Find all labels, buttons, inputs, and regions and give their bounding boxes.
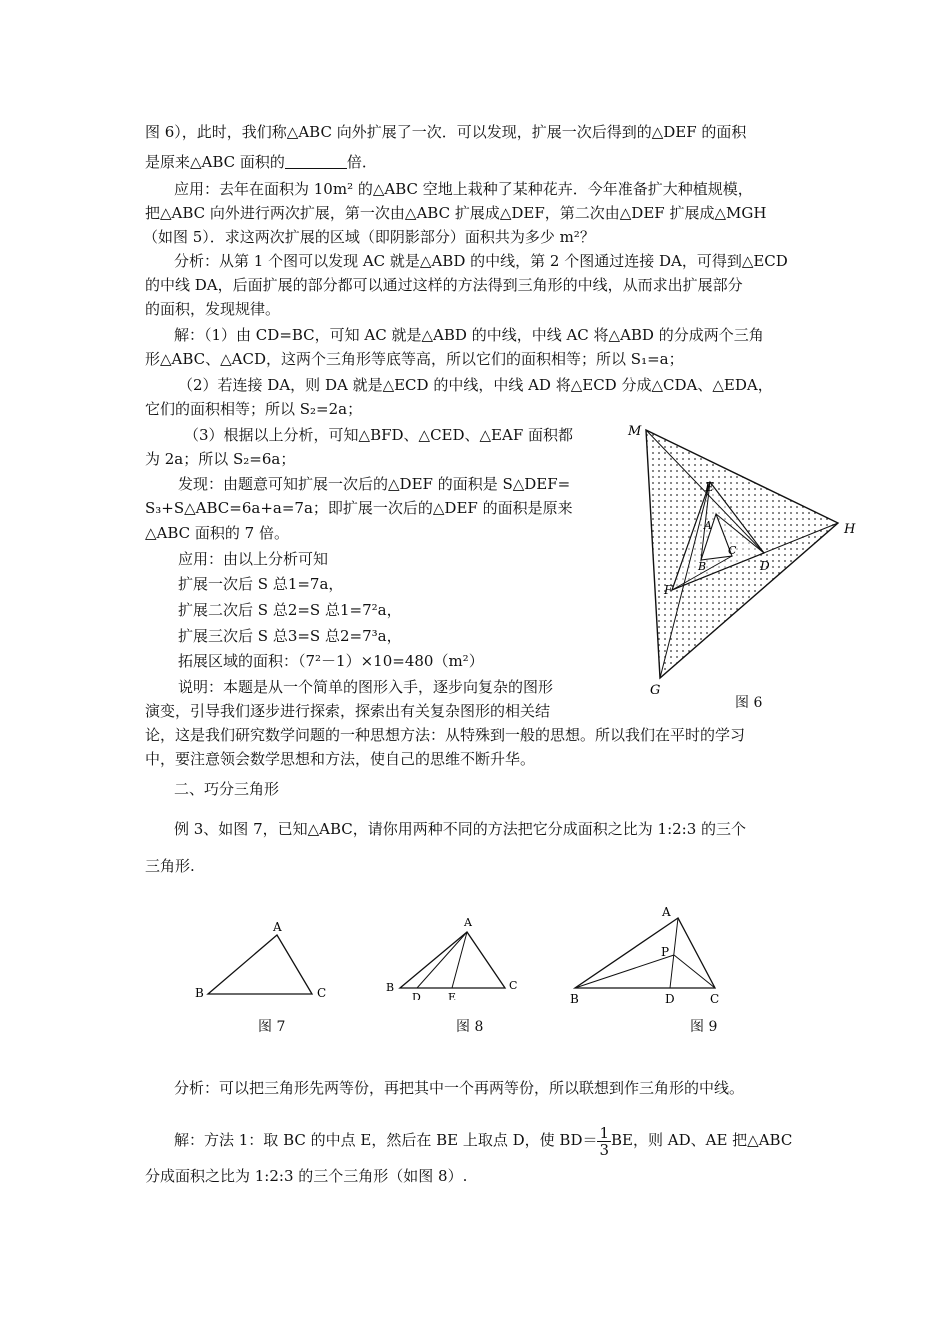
- triangle-abc: [575, 918, 715, 988]
- figure-8-diagram: [380, 910, 530, 1000]
- label-p: P: [661, 945, 670, 959]
- paragraph-line: 应用：去年在面积为 10m² 的△ABC 空地上栽种了某种花卉．今年准备扩大种植规模，: [174, 180, 753, 198]
- answer-blank: [285, 154, 347, 169]
- paragraph-line: 例 3、如图 7，已知△ABC，请你用两种不同的方法把它分成面积之比为 1:2:3 的三个: [174, 820, 747, 838]
- label-a: A: [662, 905, 671, 919]
- triangle-abc: [208, 935, 312, 994]
- figure-9-caption: 图 9: [690, 1019, 718, 1035]
- paragraph-line: 解：（1）由 CD=BC，可知 AC 就是△ABD 的中线，中线 AC 将△ABD 的分成两个三角: [174, 326, 764, 344]
- paragraph-line: 形△ABC、△ACD，这两个三角形等底等高，所以它们的面积相等；所以 S₁=a；: [145, 350, 684, 368]
- label-c: C: [509, 979, 518, 992]
- label-e: E: [705, 480, 714, 494]
- segment-bp: [575, 955, 674, 988]
- paragraph-line: 的面积，发现规律。: [145, 300, 281, 318]
- figure-8-caption: 图 8: [456, 1019, 484, 1035]
- paragraph-line: S₃+S△ABC=6a+a=7a；即扩展一次后的△DEF 的面积是原来: [145, 499, 573, 517]
- text-fragment: 是原来△ABC 面积的: [145, 153, 285, 171]
- paragraph-line: 分成面积之比为 1:2:3 的三个三角形（如图 8）.: [145, 1167, 468, 1185]
- paragraph-line: 把△ABC 向外进行两次扩展，第一次由△ABC 扩展成△DEF，第二次由△DEF 扩展成△MGH: [145, 204, 767, 222]
- paragraph-line: 扩展三次后 S 总3=S 总2=7³a，: [178, 627, 402, 645]
- section-heading: 二、巧分三角形: [174, 780, 280, 798]
- text-fragment: 解：方法 1：取 BC 的中点 E，然后在 BE 上取点 D，使 BD＝: [174, 1131, 598, 1149]
- paragraph-line: 图 6），此时，我们称△ABC 向外扩展了一次．可以发现，扩展一次后得到的△DEF 的面积: [145, 123, 747, 141]
- paragraph-line: 扩展一次后 S 总1=7a，: [178, 575, 344, 593]
- figure-7-caption: 图 7: [258, 1019, 286, 1035]
- paragraph-line: 的中线 DA，后面扩展的部分都可以通过这样的方法得到三角形的中线，从而求出扩展部分: [145, 276, 743, 294]
- label-b: B: [195, 986, 204, 1000]
- triangle-abc: [400, 932, 505, 988]
- label-c: C: [728, 544, 737, 557]
- fraction-numerator: 1: [599, 1123, 610, 1142]
- paragraph-line: 扩展二次后 S 总2=S 总1=7²a，: [178, 601, 402, 619]
- figure-7-diagram: [190, 915, 340, 1005]
- text-fragment: 倍．: [346, 153, 377, 171]
- paragraph-line: 应用：由以上分析可知: [178, 550, 329, 568]
- segment-ad: [670, 918, 678, 988]
- paragraph-line: （如图 5）．求这两次扩展的区域（即阴影部分）面积共为多少 m²？: [143, 228, 595, 246]
- label-c: C: [710, 992, 720, 1006]
- segment-pc: [674, 955, 715, 988]
- paragraph-line: 演变，引导我们逐步进行探索，探索出有关复杂图形的相关结: [145, 702, 551, 720]
- paragraph-line: [145, 152, 377, 172]
- label-a: A: [704, 519, 712, 532]
- paragraph-line: 分析：从第 1 个图可以发现 AC 就是△ABD 的中线，第 2 个图通过连接 DA，可得到△ECD: [174, 252, 788, 270]
- paragraph-line: 论，这是我们研究数学问题的一种思想方法：从特殊到一般的思想。所以我们在平时的学习: [145, 726, 746, 744]
- fraction-denominator: 3: [599, 1140, 610, 1159]
- label-a: A: [464, 916, 472, 929]
- label-h: H: [844, 522, 856, 537]
- figure-9-diagram: [565, 900, 735, 1010]
- paragraph-line: 说明：本题是从一个简单的图形入手，逐步向复杂的图形: [178, 678, 554, 696]
- paragraph-line: 为 2a；所以 S₂=6a；: [145, 450, 296, 468]
- label-a: A: [273, 920, 282, 934]
- label-f: F: [664, 583, 673, 597]
- paragraph-line: 分析：可以把三角形先两等份，再把其中一个再两等份，所以联想到作三角形的中线。: [174, 1079, 745, 1097]
- label-g: G: [650, 683, 661, 698]
- label-b: B: [698, 560, 707, 573]
- paragraph-line: 它们的面积相等；所以 S₂=2a；: [145, 400, 363, 418]
- paragraph-line: （3）根据以上分析，可知△BFD、△CED、△EAF 面积都: [184, 426, 574, 444]
- paragraph-line: 中，要注意领会数学思想和方法，使自己的思维不断升华。: [145, 750, 536, 768]
- label-b: B: [386, 981, 395, 994]
- label-d: D: [760, 559, 770, 573]
- figure-6-caption: 图 6: [735, 695, 763, 711]
- paragraph-line: △ABC 面积的 7 倍。: [145, 524, 289, 542]
- text-fragment: BE，则 AD、AE 把△ABC: [611, 1131, 793, 1149]
- paragraph-line: 发现：由题意可知扩展一次后的△DEF 的面积是 S△DEF=: [178, 475, 571, 493]
- paragraph-line: 三角形.: [145, 857, 195, 875]
- label-m: M: [628, 424, 642, 439]
- label-d: D: [412, 991, 421, 1000]
- paragraph-line: [174, 1118, 792, 1162]
- fraction: [597, 1125, 611, 1158]
- label-d: D: [665, 992, 675, 1006]
- label-e: E: [448, 991, 457, 1000]
- paragraph-line: （2）若连接 DA，则 DA 就是△ECD 的中线，中线 AD 将△ECD 分成△CDA、△EDA，: [178, 376, 773, 394]
- paragraph-line: 拓展区域的面积：（7²－1）×10=480（m²）: [178, 652, 484, 670]
- label-c: C: [317, 986, 327, 1000]
- label-b: B: [570, 992, 579, 1006]
- figure-6-diagram: [620, 420, 860, 710]
